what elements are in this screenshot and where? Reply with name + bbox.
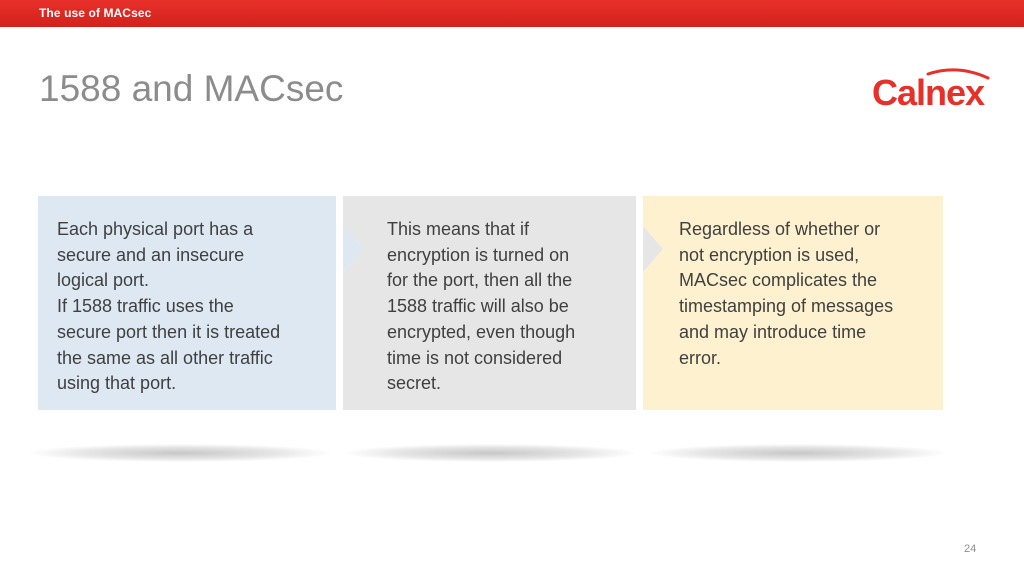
section-label: The use of MACsec: [39, 6, 152, 20]
card-shadow: [30, 444, 330, 462]
header-bar: [0, 0, 1024, 27]
page-number: 24: [964, 543, 977, 555]
card-text: Regardless of whether or not encryption is used, MACsec complicates the timestamping of messages and may introduce time error.: [679, 219, 894, 368]
calnex-logo: [872, 68, 990, 112]
card-text: This means that if encryption is turned on for the port, then all the 1588 traffic will also be encrypted, even though time is not considered secret.: [387, 219, 576, 394]
card-physical-port: [38, 196, 336, 410]
card-text: Each physical port has a secure and an insecure logical port. If 1588 traffic uses the secure port then it is treated the same as all other traffic using that port.: [57, 219, 281, 394]
slide-title: 1588 and MACsec: [39, 68, 344, 109]
card-encryption: [343, 196, 636, 410]
chevron-right-icon: [636, 196, 666, 410]
chevron-right-icon: [336, 196, 366, 410]
card-timestamping: [643, 196, 943, 410]
card-shadow: [650, 444, 945, 462]
svg-text:Calnex: Calnex: [872, 72, 985, 112]
card-shadow: [345, 444, 635, 462]
